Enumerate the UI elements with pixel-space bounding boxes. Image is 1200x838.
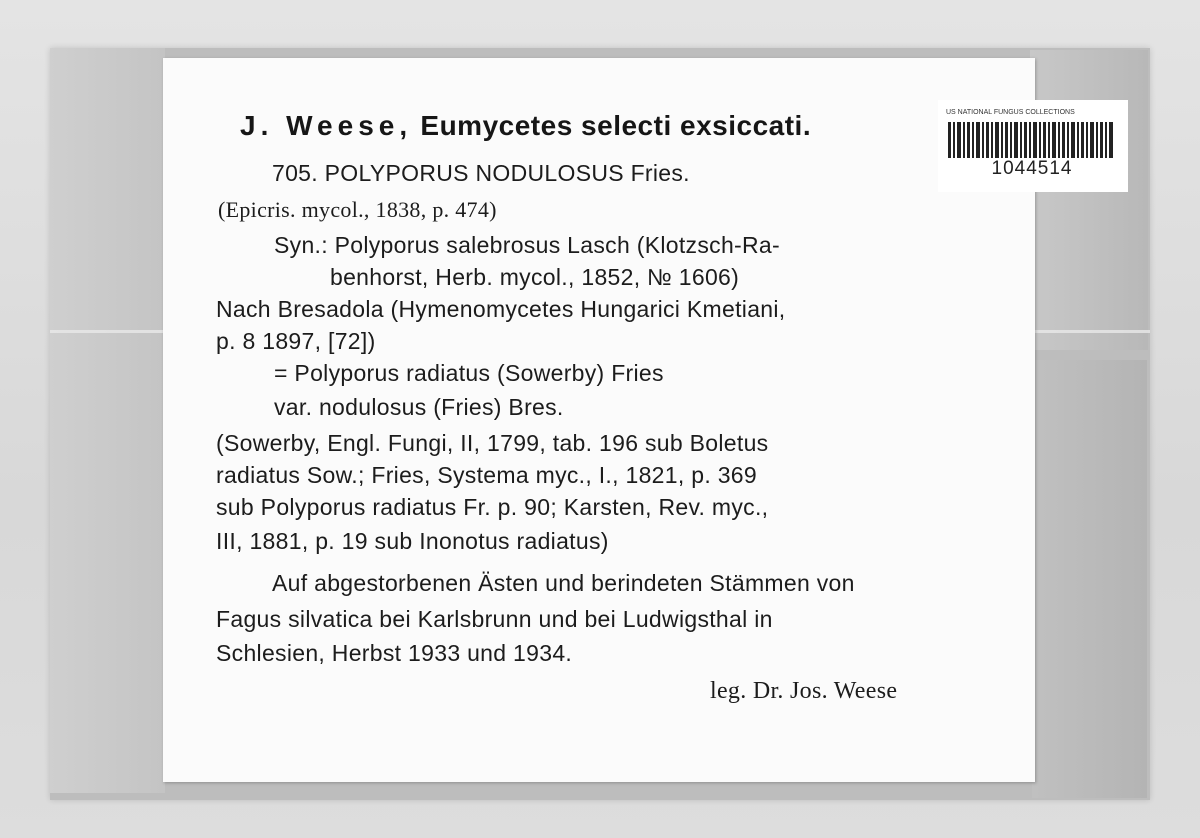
label-line-citation: (Epicris. mycol., 1838, p. 474)	[218, 197, 497, 222]
folder-flap-bottom-right	[1032, 360, 1147, 798]
label-line-species: 705. POLYPORUS NODULOSUS Fries.	[272, 160, 690, 186]
folder-flap-left	[50, 48, 165, 793]
label-line-bresadola-1: Nach Bresadola (Hymenomycetes Hungarici Kmetiani,	[216, 296, 786, 322]
label-line-reference-4: III, 1881, p. 19 sub Inonotus radiatus)	[216, 528, 609, 554]
barcode-icon	[948, 122, 1116, 158]
label-line-reference-3: sub Polyporus radiatus Fr. p. 90; Karsten, Rev. myc.,	[216, 494, 769, 520]
barcode-number: 1044514	[991, 158, 1073, 179]
folder-flap-top-right	[1030, 50, 1148, 350]
label-line-reference-1: (Sowerby, Engl. Fungi, II, 1799, tab. 196 sub Boletus	[216, 430, 769, 456]
label-line-collector: leg. Dr. Jos. Weese	[710, 678, 898, 704]
label-line-habitat-3: Schlesien, Herbst 1933 und 1934.	[216, 640, 573, 666]
label-line-synonym-2: benhorst, Herb. mycol., 1852, № 1606)	[330, 264, 740, 290]
label-line-habitat-1: Auf abgestorbenen Ästen und berindeten Stämmen von	[272, 570, 855, 596]
title-author: J. Weese,	[240, 110, 413, 141]
title-series: Eumycetes selecti exsiccati.	[420, 110, 812, 141]
label-line-bresadola-2: p. 8 1897, [72])	[216, 328, 376, 354]
label-line-habitat-2: Fagus silvatica bei Karlsbrunn und bei Ludwigsthal in	[216, 606, 773, 632]
barcode-institution: US NATIONAL FUNGUS COLLECTIONS	[946, 109, 1075, 116]
label-line-reference-2: radiatus Sow.; Fries, Systema myc., I., 1821, p. 369	[216, 462, 757, 488]
label-title	[240, 108, 811, 144]
label-line-synonym-1: Syn.: Polyporus salebrosus Lasch (Klotzsch-Ra-	[274, 232, 780, 258]
label-line-equals-2: var. nodulosus (Fries) Bres.	[274, 394, 564, 420]
label-line-equals-1: = Polyporus radiatus (Sowerby) Fries	[274, 360, 664, 386]
